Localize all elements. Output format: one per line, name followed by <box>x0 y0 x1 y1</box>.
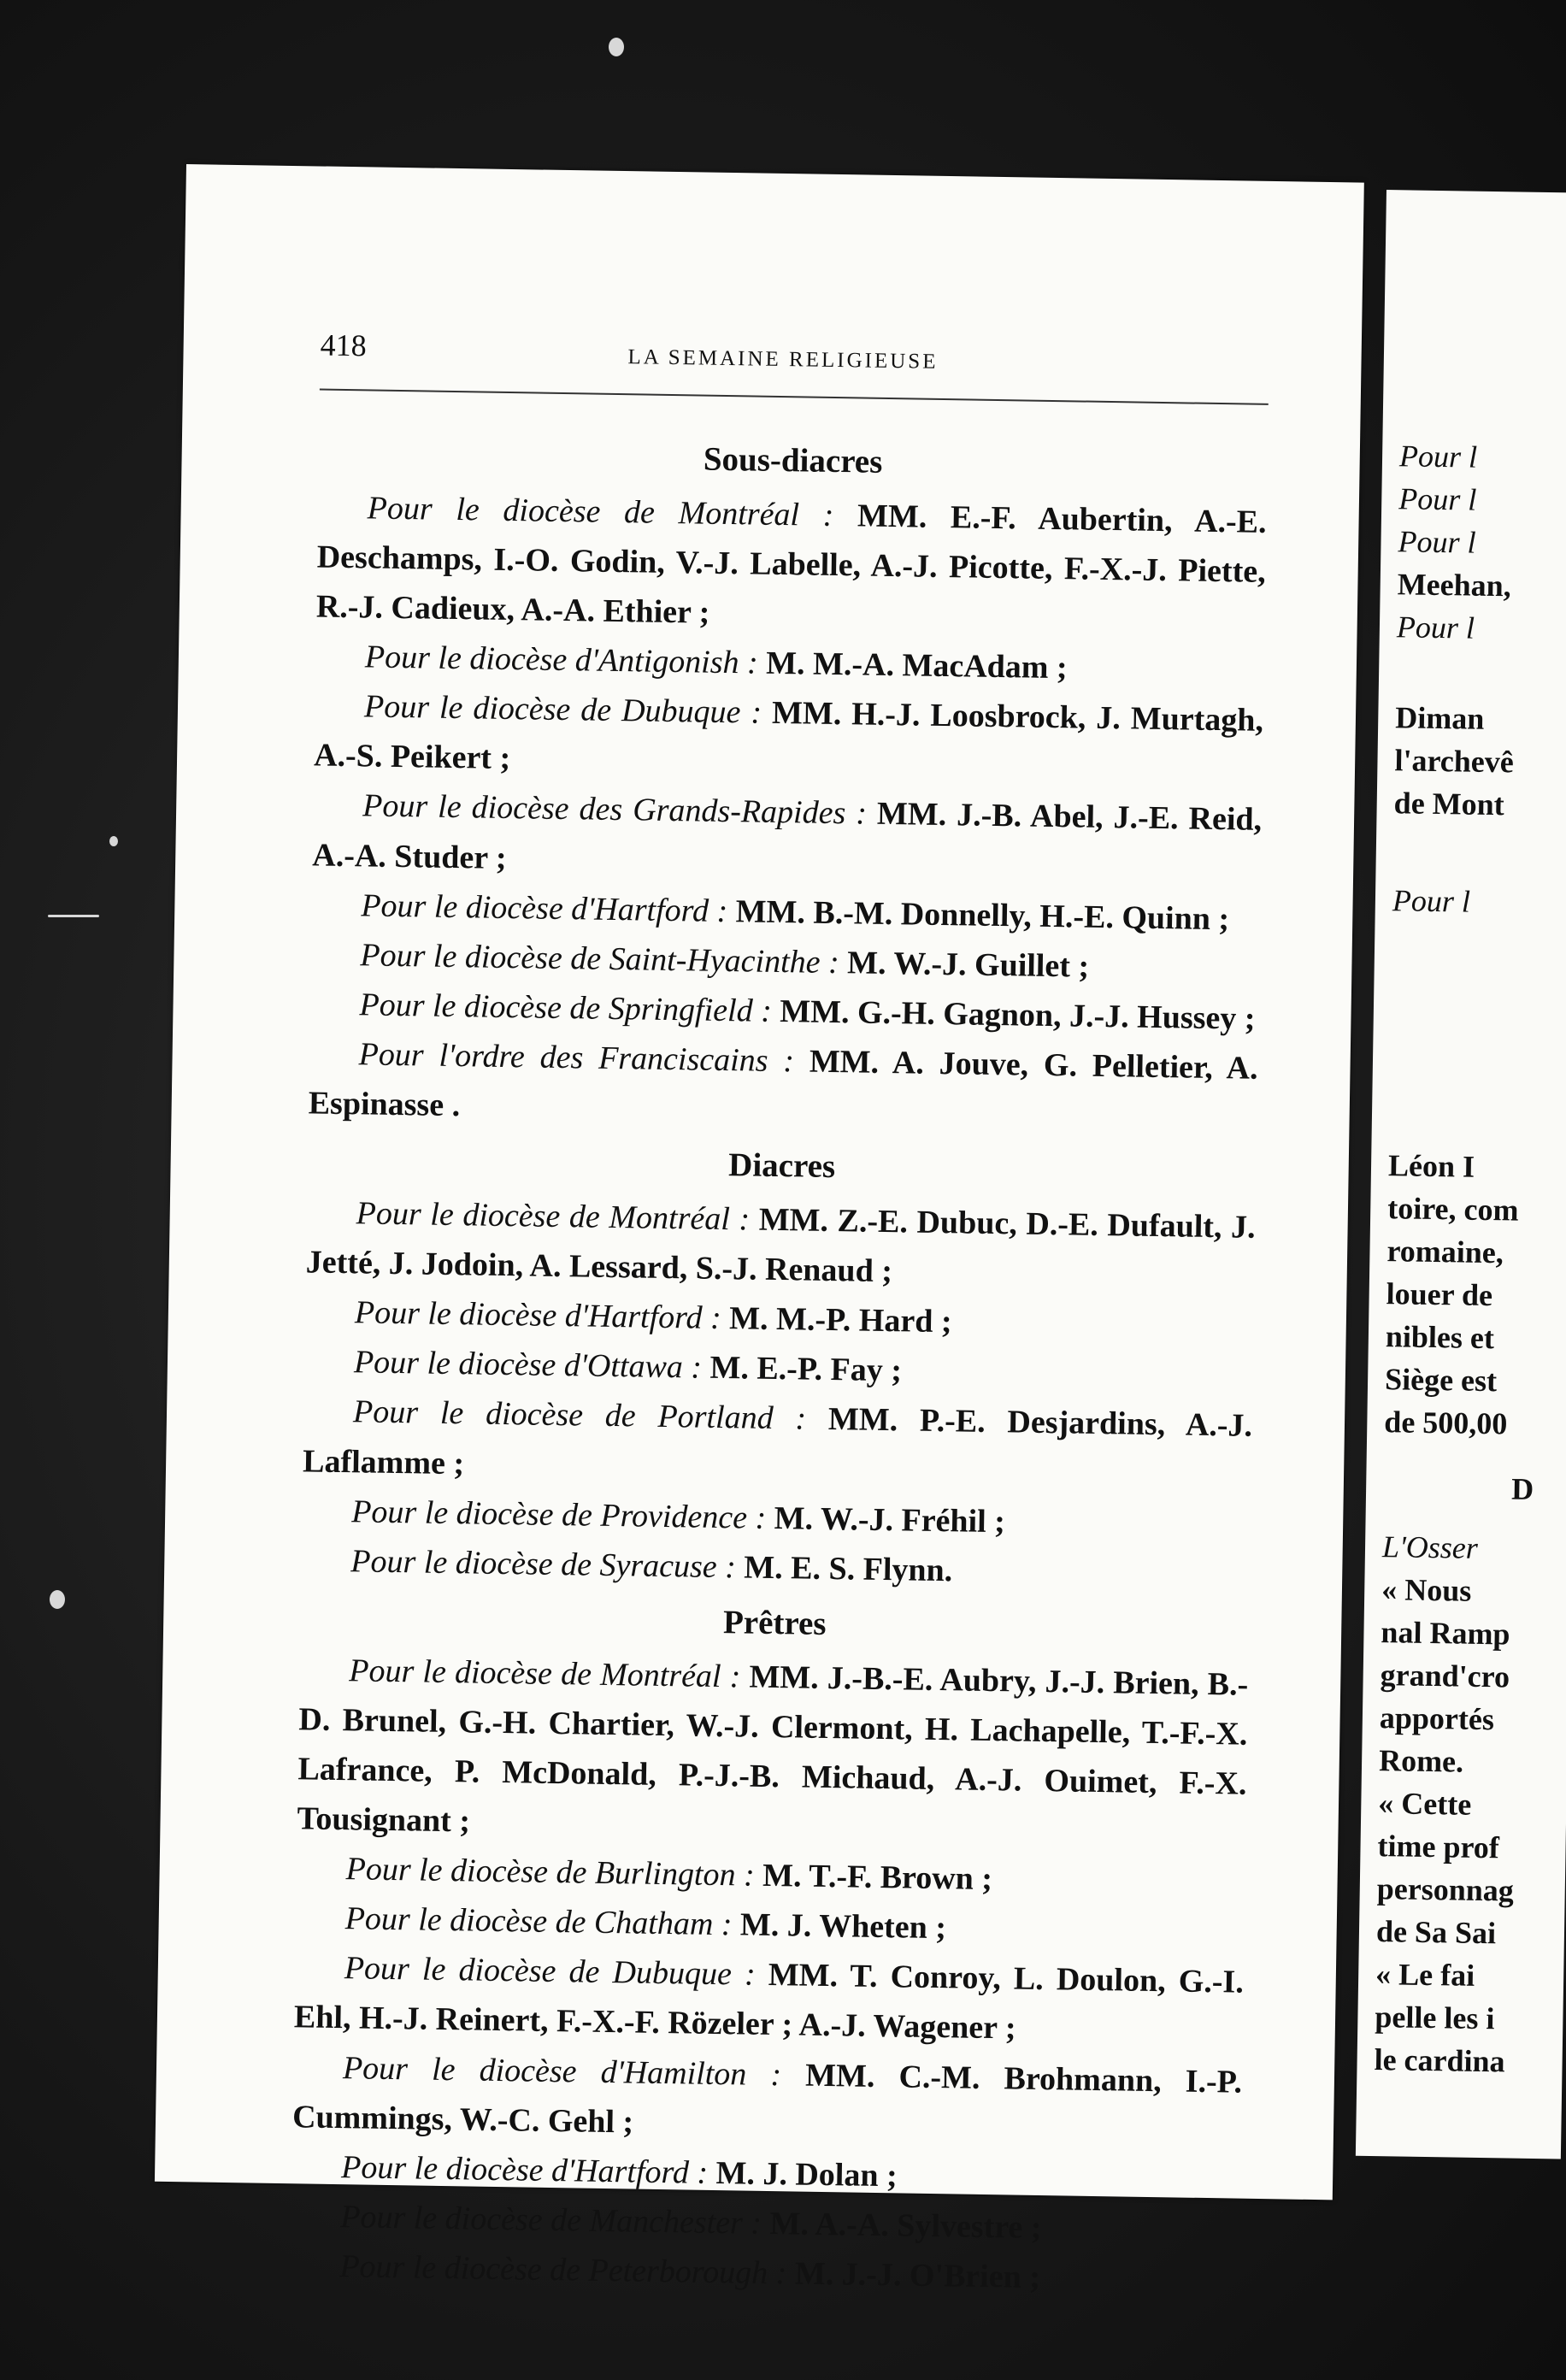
entry-label: Pour le diocèse de Peterborough : <box>339 2248 787 2292</box>
running-head: LA SEMAINE RELIGIEUSE <box>627 345 939 374</box>
right-page-fragment <box>1356 190 1566 2159</box>
entry-label: Pour le diocèse d'Antigonish : <box>364 639 759 681</box>
entry-text: MM. J.-B.-E. Aubry, J.-J. Brien, B.-D. Brunel, G.-H. Chartier, W.-J. Clermont, H. Lachapelle, T.-F.-X. Lafrance, P. McDonald, P.-J.-B. Michaud, A.-J. Ouimet, F.-X. Tousignant ; <box>297 1658 1249 1840</box>
right-page-line: le cardina <box>1374 2042 1505 2079</box>
right-page-line: nibles et <box>1385 1319 1495 1356</box>
entry-text: M. M.-P. Hard ; <box>728 1300 952 1340</box>
entry-text: M. T.-F. Brown ; <box>762 1857 993 1898</box>
entry-label: Pour le diocèse d'Ottawa : <box>353 1344 703 1386</box>
right-page-line: l'archevê <box>1394 743 1515 780</box>
right-page-line: Rome. <box>1378 1743 1464 1779</box>
right-page-line: de Mont <box>1393 786 1505 822</box>
entry <box>312 781 1263 895</box>
dust-speck <box>48 915 99 917</box>
entry-text: M. J.-J. O'Brien ; <box>794 2255 1041 2296</box>
right-page-line: grand'cro <box>1380 1658 1510 1694</box>
entry <box>294 1943 1245 2058</box>
entry <box>315 482 1267 646</box>
entry-text: MM. E.-F. Aubertin, A.-E. Deschamps, I.-O. Godin, V.-J. Labelle, A.-J. Picotte, F.-X.-J. Piette, R.-J. Cadieux, A.-A. Ethier ; <box>315 498 1267 631</box>
section-sous-diacres <box>308 427 1268 1143</box>
entry-text: M. E.-P. Fay ; <box>709 1350 903 1389</box>
section-title: Sous-diacres <box>703 440 883 480</box>
right-page-line: « Nous <box>1381 1572 1472 1608</box>
right-page-line: Pour l <box>1392 883 1471 919</box>
entry-text: M. E. S. Flynn. <box>744 1549 953 1589</box>
right-page-line: toire, com <box>1386 1191 1519 1228</box>
right-page-line: romaine, <box>1386 1234 1504 1270</box>
entry-label: Pour le diocèse de Manchester : <box>339 2199 762 2242</box>
entry-label: Pour le diocèse de Montréal : <box>367 490 834 533</box>
entry-text: MM. J.-B. Abel, J.-E. Reid, A.-A. Studer ; <box>311 796 1263 876</box>
entry-text: MM. T. Conroy, L. Doulon, G.-I. Ehl, H.-J. Reinert, F.-X.-F. Rözeler ; A.-J. Wagener ; <box>293 1957 1245 2047</box>
right-page-line: Pour l <box>1398 524 1476 560</box>
entry-text: MM. P.-E. Desjardins, A.-J. Laflamme ; <box>302 1401 1253 1482</box>
entry-label: Pour le diocèse de Montréal : <box>356 1195 751 1238</box>
entry <box>303 1387 1253 1501</box>
right-page-line: Léon I <box>1387 1148 1475 1184</box>
entry <box>305 1187 1256 1302</box>
entry-label: Pour l'ordre des Franciscains : <box>358 1036 795 1080</box>
entry-label: Pour le diocèse de Springfield : <box>359 987 773 1029</box>
entry <box>292 2042 1243 2157</box>
entry-label: Pour le diocèse de Montréal : <box>349 1652 741 1694</box>
dust-speck <box>609 38 624 56</box>
entry-text: MM. B.-M. Donnelly, H.-E. Quinn ; <box>735 892 1230 937</box>
entry-text: MM. C.-M. Brohmann, I.-P. Cummings, W.-C. Gehl ; <box>291 2057 1243 2141</box>
entry-label: Pour le diocèse de Burlington : <box>345 1851 756 1894</box>
entry-label: Pour le diocèse de Providence : <box>350 1493 767 1536</box>
right-page-line: Siège est <box>1384 1362 1498 1399</box>
right-page-line: louer de <box>1386 1276 1493 1313</box>
dust-speck <box>50 1590 65 1609</box>
entry-text: MM. A. Jouve, G. Pelletier, A. Espinasse . <box>308 1043 1258 1124</box>
entry-label: Pour le diocèse de Syracuse : <box>350 1543 737 1586</box>
entry-label: Pour le diocèse de Dubuque : <box>344 1950 757 1994</box>
page-body <box>290 422 1268 2305</box>
entry-label: Pour le diocèse de Dubuque : <box>363 688 762 731</box>
entry <box>308 1028 1258 1143</box>
right-page-line: nal Ramp <box>1381 1615 1510 1652</box>
header-rule <box>320 388 1269 404</box>
entry-label: Pour le diocèse des Grands-Rapides : <box>362 787 868 832</box>
entry-label: Pour le diocèse de Saint-Hyacinthe : <box>360 937 840 981</box>
entry <box>314 681 1264 796</box>
entry-text: MM. H.-J. Loosbrock, J. Murtagh, A.-S. Peikert ; <box>313 694 1264 777</box>
right-page-line: Diman <box>1394 700 1485 736</box>
entry-label: Pour le diocèse d'Hartford : <box>354 1294 722 1337</box>
entry-text: MM. G.-H. Gagnon, J.-J. Hussey ; <box>779 993 1256 1037</box>
page-number: 418 <box>320 327 368 363</box>
section-title: Diacres <box>727 1146 836 1186</box>
entry-label: Pour le diocèse d'Hartford : <box>340 2148 709 2191</box>
right-page-line: « Cette <box>1378 1786 1472 1822</box>
right-page-line: Pour l <box>1398 439 1478 474</box>
entry-text: M. W.-J. Guillet ; <box>846 945 1090 985</box>
right-page-line: « Le fai <box>1375 1957 1475 1993</box>
section-diacres <box>301 1134 1257 1600</box>
entry-text: M. M.-A. MacAdam ; <box>765 645 1068 686</box>
right-page-line: Pour l <box>1396 610 1475 645</box>
section-pretres <box>290 1590 1250 2306</box>
right-page-line: apportés <box>1379 1700 1495 1737</box>
right-page-line: de 500,00 <box>1384 1405 1508 1441</box>
right-page-line: Meehan, <box>1397 567 1512 604</box>
left-page <box>155 164 1364 2296</box>
right-page-line: personnag <box>1376 1871 1515 1908</box>
entry <box>297 1645 1249 1859</box>
entry-text: MM. Z.-E. Dubuc, D.-E. Dufault, J. Jetté, J. Jodoin, A. Lessard, S.-J. Renaud ; <box>305 1201 1256 1290</box>
entry-label: Pour le diocèse de Portland : <box>352 1393 807 1438</box>
section-title: Prêtres <box>722 1604 827 1642</box>
right-page-line: L'Osser <box>1381 1529 1479 1565</box>
right-page-line: Pour l <box>1398 481 1477 517</box>
right-page-line: time prof <box>1377 1829 1500 1865</box>
right-page-line: pelle les i <box>1375 2000 1495 2036</box>
entry-label: Pour le diocèse d'Hartford : <box>361 887 728 929</box>
entry-label: Pour le diocèse de Chatham : <box>344 1900 733 1943</box>
entry-text: M. J. Dolan ; <box>715 2154 898 2194</box>
right-page-line: D <box>1510 1471 1534 1506</box>
dust-speck <box>109 836 118 846</box>
entry-text: M. J. Wheten ; <box>739 1906 947 1947</box>
entry-text: M. A.-A. Sylvestre ; <box>769 2205 1042 2246</box>
entry-label: Pour le diocèse d'Hamilton : <box>342 2049 782 2093</box>
right-page-line: de Sa Sai <box>1375 1914 1497 1951</box>
entry-text: M. W.-J. Fréhil ; <box>774 1499 1006 1540</box>
